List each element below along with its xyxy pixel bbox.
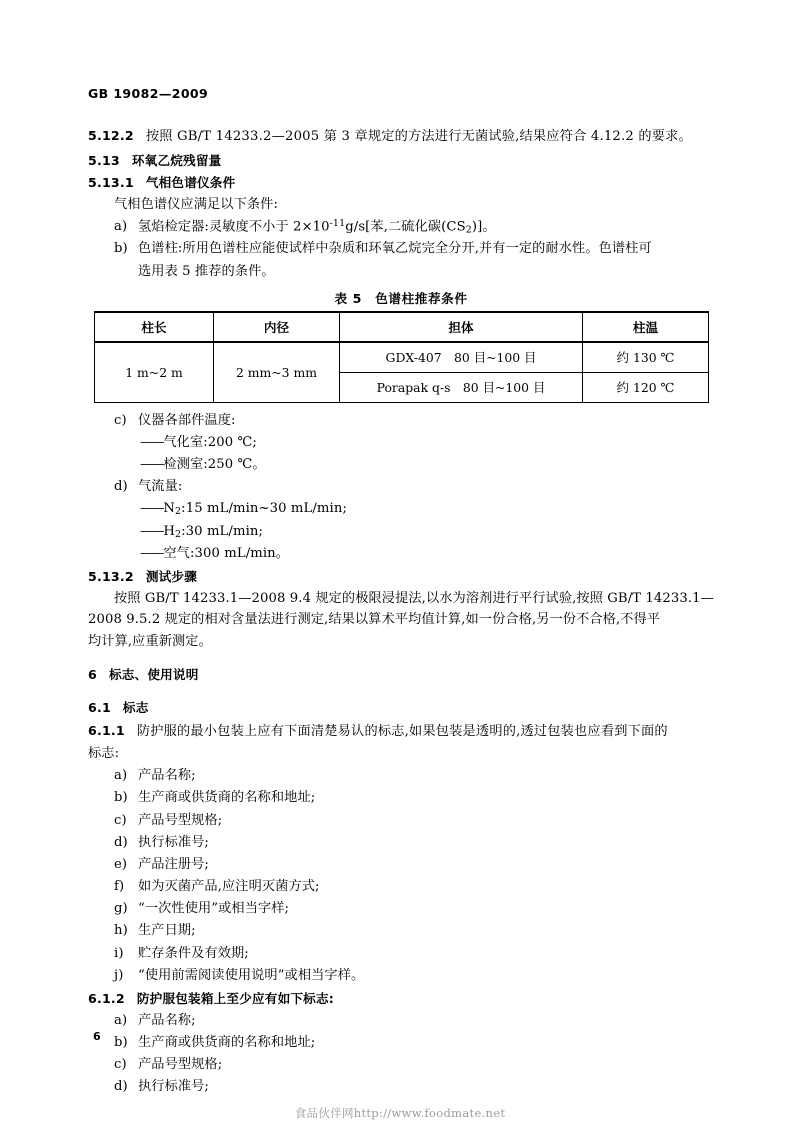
list-marker-b: b) — [114, 241, 128, 257]
gas-air-value: :300 mL/min。 — [189, 545, 290, 561]
detector-text-prefix: 氢焰检定器:灵敏度不小于 2×10 — [138, 219, 330, 235]
page-number: 6 — [93, 1030, 101, 1043]
clause-5-13-1 — [88, 172, 714, 194]
table5-header-row — [95, 312, 709, 342]
list-item-612-a — [88, 1010, 714, 1032]
dash-item-air — [88, 543, 714, 565]
list-item-611-b — [88, 787, 714, 809]
list-item-c-temperatures — [88, 410, 714, 432]
dash-item-vaporizer — [88, 432, 714, 454]
list-item-b-column — [88, 238, 714, 260]
clause-6-1-1-number: 6.1.1 — [88, 722, 125, 738]
list-item-a-text — [138, 216, 714, 238]
list-item-612-d — [88, 1076, 714, 1098]
gas-h2-value: :30 mL/min; — [181, 523, 264, 539]
list-marker-b: b) — [114, 790, 128, 806]
table5-caption: 表 5 色谱柱推荐条件 — [334, 290, 468, 306]
clause-6-1-1-line2: 标志: — [88, 746, 120, 762]
em-dash-icon: —— — [140, 434, 163, 450]
list-marker-h: h) — [114, 923, 128, 939]
clause-5-13-2 — [88, 566, 714, 588]
list-marker-a: a) — [114, 218, 128, 234]
clause-5-13-2-title: 测试步骤 — [145, 568, 198, 584]
list-item-611-b-text: 生产商或供货商的名称和地址; — [138, 790, 316, 806]
table5-cell-temperature-2: 约 120 ℃ — [583, 372, 709, 402]
gas-n2-subscript: 2 — [175, 506, 182, 518]
clause-5-13 — [88, 150, 714, 172]
clause-5-13-title: 环氧乙烷残留量 — [131, 152, 222, 168]
detector-exponent: -11 — [329, 217, 346, 229]
list-marker-a: a) — [114, 768, 128, 784]
clause-5-13-2-line3: 均计算,应重新测定。 — [88, 634, 212, 650]
gas-air-label: 空气 — [163, 545, 190, 561]
clause-5-12-2-number: 5.12.2 — [88, 128, 134, 143]
list-item-b-line2: 选用表 5 推荐的条件。 — [138, 263, 275, 279]
table5-header-carrier: 担体 — [340, 312, 583, 342]
table5-cell-carrier-2: Porapak q-s 80 目~100 目 — [340, 372, 583, 402]
gas-n2-label: N — [163, 501, 176, 517]
table5-cell-temperature-1: 约 130 ℃ — [583, 342, 709, 373]
clause-6-1-2-title: 防护服包装箱上至少应有如下标志: — [136, 990, 335, 1006]
list-marker-e: e) — [114, 856, 128, 872]
clause-6-1-1-line1: 防护服的最小包装上应有下面清楚易认的标志,如果包装是透明的,透过包装也应看到下面的 — [136, 723, 668, 739]
clause-6-title: 标志、使用说明 — [108, 667, 199, 683]
clause-6-number: 6 — [88, 667, 97, 683]
list-marker-a: a) — [114, 1012, 128, 1028]
list-item-611-g-text: “一次性使用”或相当字样; — [138, 901, 290, 917]
clause-6-1-number: 6.1 — [88, 699, 111, 715]
list-item-611-c-text: 产品号型规格; — [138, 812, 223, 828]
list-marker-c: c) — [114, 412, 127, 428]
list-item-612-b — [88, 1032, 714, 1054]
list-item-611-j — [88, 965, 714, 987]
clause-6-1-2-number: 6.1.2 — [88, 990, 125, 1006]
table5-cell-diameter: 2 mm~3 mm — [214, 342, 340, 403]
list-item-612-c — [88, 1054, 714, 1076]
list-item-611-f — [88, 876, 714, 898]
dash-item-nitrogen — [88, 498, 714, 520]
list-item-612-b-text: 生产商或供货商的名称和地址; — [138, 1034, 316, 1050]
list-item-611-c — [88, 810, 714, 832]
clause-5-13-1-title: 气相色谱仪条件 — [145, 175, 236, 191]
clause-6 — [88, 664, 714, 686]
detector-text-end: )]。 — [471, 219, 496, 235]
clause-6-1-2 — [88, 988, 714, 1010]
list-item-611-i-text: 贮存条件及有效期; — [138, 945, 249, 961]
list-item-611-a — [88, 765, 714, 787]
list-item-612-d-text: 执行标准号; — [138, 1079, 209, 1095]
em-dash-icon: —— — [140, 501, 163, 517]
list-item-612-c-text: 产品号型规格; — [138, 1056, 223, 1072]
em-dash-icon: —— — [140, 457, 163, 473]
list-item-611-i — [88, 943, 714, 965]
list-item-611-f-text: 如为灭菌产品,应注明灭菌方式; — [138, 879, 320, 895]
list-item-611-d-text: 执行标准号; — [138, 834, 209, 850]
list-marker-d: d) — [114, 1079, 128, 1095]
gas-h2-label: H — [163, 523, 175, 539]
list-marker-f: f) — [114, 879, 125, 895]
gas-h2-subscript: 2 — [174, 528, 182, 540]
table5-cell-length: 1 m~2 m — [95, 342, 214, 403]
table5-cell-carrier-1: GDX-407 80 目~100 目 — [340, 342, 583, 373]
clause-5-13-2-number: 5.13.2 — [88, 568, 134, 584]
list-item-611-e-text: 产品注册号; — [138, 856, 209, 872]
em-dash-icon: —— — [140, 545, 163, 561]
detector-text-suffix: g/s[苯,二硫化碳(CS — [345, 219, 466, 235]
table5-header-length: 柱长 — [95, 312, 214, 342]
list-item-c-text: 仪器各部件温度: — [138, 412, 236, 428]
list-item-d-text: 气流量: — [138, 479, 183, 495]
list-marker-b: b) — [114, 1034, 128, 1050]
list-item-611-a-text: 产品名称; — [138, 768, 196, 784]
dash-item-vaporizer-text: 气化室:200 ℃; — [163, 434, 257, 450]
clause-5-13-number: 5.13 — [88, 152, 120, 168]
list-marker-i: i) — [114, 945, 124, 961]
list-item-612-a-text: 产品名称; — [138, 1012, 196, 1028]
clause-5-13-2-line2: 2008 9.5.2 规定的相对含量法进行测定,结果以算术平均值计算,如一份合格,另一份不合格,不得平 — [88, 612, 661, 628]
list-item-611-j-text: “使用前需阅读使用说明”或相当字样。 — [138, 967, 365, 983]
em-dash-icon: —— — [140, 523, 163, 539]
clause-5-12-2 — [88, 125, 714, 149]
list-item-d-gasflow — [88, 476, 714, 498]
clause-6-1 — [88, 697, 714, 719]
clause-5-12-2-text: 按照 GB/T 14233.2—2005 第 3 章规定的方法进行无菌试验,结果应符合 4.12.2 的要求。 — [145, 129, 692, 144]
list-marker-d: d) — [114, 479, 128, 495]
watermark-footer: 食品伙伴网http://www.foodmate.net — [294, 1106, 506, 1120]
table5-header-temperature: 柱温 — [583, 312, 709, 342]
list-item-611-h-text: 生产日期; — [138, 923, 196, 939]
list-marker-g: g) — [114, 901, 128, 917]
clause-5-13-1-number: 5.13.1 — [88, 175, 134, 191]
list-marker-c: c) — [114, 812, 127, 828]
table-row — [95, 342, 709, 373]
table5-column-recommendations — [94, 311, 709, 403]
list-item-a-detector — [88, 216, 714, 238]
table5-header-diameter: 内径 — [214, 312, 340, 342]
list-item-611-h — [88, 920, 714, 942]
clause-5-13-2-line1: 按照 GB/T 14233.1—2008 9.4 规定的极限浸提法,以水为溶剂进行平行试验,按照 GB/T 14233.1— — [114, 590, 714, 606]
page-content — [88, 86, 714, 1098]
gas-n2-value: :15 mL/min~30 mL/min; — [181, 501, 347, 517]
running-head-standard-number: GB 19082—2009 — [88, 86, 209, 101]
cs2-subscript: 2 — [465, 224, 472, 236]
dash-item-detector-room-text: 检测室:250 ℃。 — [163, 457, 266, 473]
list-item-611-e — [88, 854, 714, 876]
clause-5-13-1-lead: 气相色谱仪应满足以下条件: — [114, 197, 278, 213]
list-marker-d: d) — [114, 834, 128, 850]
clause-6-1-1 — [88, 720, 714, 744]
list-marker-c: c) — [114, 1056, 127, 1072]
dash-item-detector-room — [88, 454, 714, 476]
clause-6-1-title: 标志 — [122, 699, 149, 715]
list-item-b-line1: 色谱柱:所用色谱柱应能使试样中杂质和环氧乙烷完全分开,并有一定的耐水性。色谱柱可 — [138, 241, 652, 257]
list-marker-j: j) — [114, 967, 124, 983]
list-item-611-d — [88, 832, 714, 854]
dash-item-hydrogen — [88, 521, 714, 543]
list-item-611-g — [88, 898, 714, 920]
